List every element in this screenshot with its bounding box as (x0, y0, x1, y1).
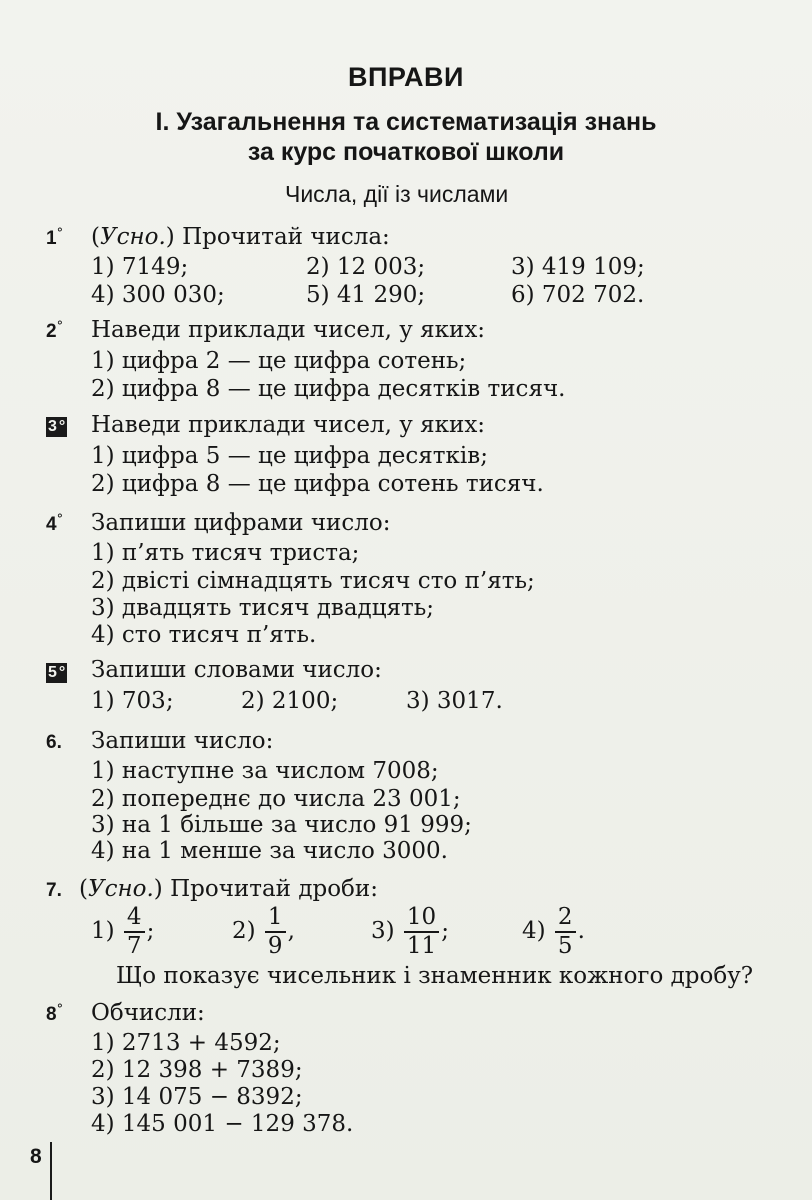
exercise-6-prompt: Запиши число: (91, 728, 274, 754)
exercise-2-number: 2° (46, 319, 64, 342)
page-number-rule (50, 1142, 52, 1200)
list-item: 3) 419 109; (511, 254, 645, 280)
exercise-7-number: 7. (46, 880, 62, 901)
list-item: 5) 41 290; (306, 282, 426, 308)
list-item: 1) п’ять тисяч триста; (91, 540, 360, 566)
list-item: 1) 703; (91, 688, 174, 714)
fraction-item: 3) $\frac{10}{11}$ ; (371, 904, 449, 959)
section-heading-line1: І. Узагальнення та систематизація знань (155, 108, 657, 136)
list-item: 2) 2100; (241, 688, 339, 714)
fraction-item: 2) $\frac{1}{9}$ , (232, 904, 295, 959)
list-item: 2) цифра 8 — це цифра десятків тисяч. (91, 376, 566, 402)
fraction: $\frac{4}{7}$ (124, 904, 145, 960)
exercise-7-prompt: (Усно.) Прочитай дроби: (79, 876, 378, 902)
list-item: 1) цифра 2 — це цифра сотень; (91, 348, 467, 374)
fraction: $\frac{1}{9}$ (265, 904, 286, 960)
list-item: 2) 12 398 + 7389; (91, 1057, 303, 1083)
exercise-4-number: 4° (46, 512, 64, 535)
exercise-3-prompt: Наведи приклади чисел, у яких: (91, 412, 486, 438)
page-title: ВПРАВИ (348, 62, 464, 92)
exercise-6-number: 6. (46, 732, 62, 753)
section-heading-line2: за курс початкової школи (247, 138, 565, 166)
list-item: 4) 300 030; (91, 282, 225, 308)
list-item: 2) 12 003; (306, 254, 426, 280)
list-item: 6) 702 702. (511, 282, 645, 308)
exercise-3-number: 3 ° (48, 418, 66, 435)
list-item: 3) двадцять тисяч двадцять; (91, 595, 435, 621)
list-item: 1) 7149; (91, 254, 189, 280)
fraction: $\frac{10}{11}$ (404, 904, 439, 960)
exercise-2-prompt: Наведи приклади чисел, у яких: (91, 317, 486, 343)
exercise-4-prompt: Запиши цифрами число: (91, 510, 391, 536)
list-item: 3) 3017. (406, 688, 503, 714)
list-item: 2) цифра 8 — це цифра сотень тисяч. (91, 471, 544, 497)
page-number: 8 (30, 1145, 42, 1168)
list-item: 1) наступне за числом 7008; (91, 758, 439, 784)
exercise-5-prompt: Запиши словами число: (91, 657, 382, 683)
exercise-1-number: 1° (46, 226, 64, 249)
fraction-item: 4) $\frac{2}{5}$ . (522, 904, 585, 959)
exercise-5-number: 5 ° (48, 664, 66, 681)
list-item: 4) сто тисяч п’ять. (91, 622, 317, 648)
subsection-heading: Числа, дії із числами (285, 181, 509, 207)
fraction-item: 1) $\frac{4}{7}$ ; (91, 904, 155, 959)
fraction: $\frac{2}{5}$ (555, 904, 576, 960)
exercise-8-prompt: Обчисли: (91, 1000, 205, 1026)
list-item: 4) 145 001 − 129 378. (91, 1111, 354, 1137)
list-item: 4) на 1 менше за число 3000. (91, 838, 448, 864)
list-item: 1) 2713 + 4592; (91, 1030, 281, 1056)
exercise-8-number: 8° (46, 1002, 64, 1025)
list-item: 3) 14 075 − 8392; (91, 1084, 303, 1110)
list-item: 2) попереднє до числа 23 001; (91, 786, 461, 812)
exercise-7-question: Що показує чисельник і знаменник кожного дробу? (116, 963, 754, 989)
exercise-1-prompt: (Усно.) Прочитай числа: (91, 224, 390, 250)
list-item: 3) на 1 більше за число 91 999; (91, 812, 472, 838)
list-item: 1) цифра 5 — це цифра десятків; (91, 443, 488, 469)
list-item: 2) двісті сімнадцять тисяч сто п’ять; (91, 568, 535, 594)
